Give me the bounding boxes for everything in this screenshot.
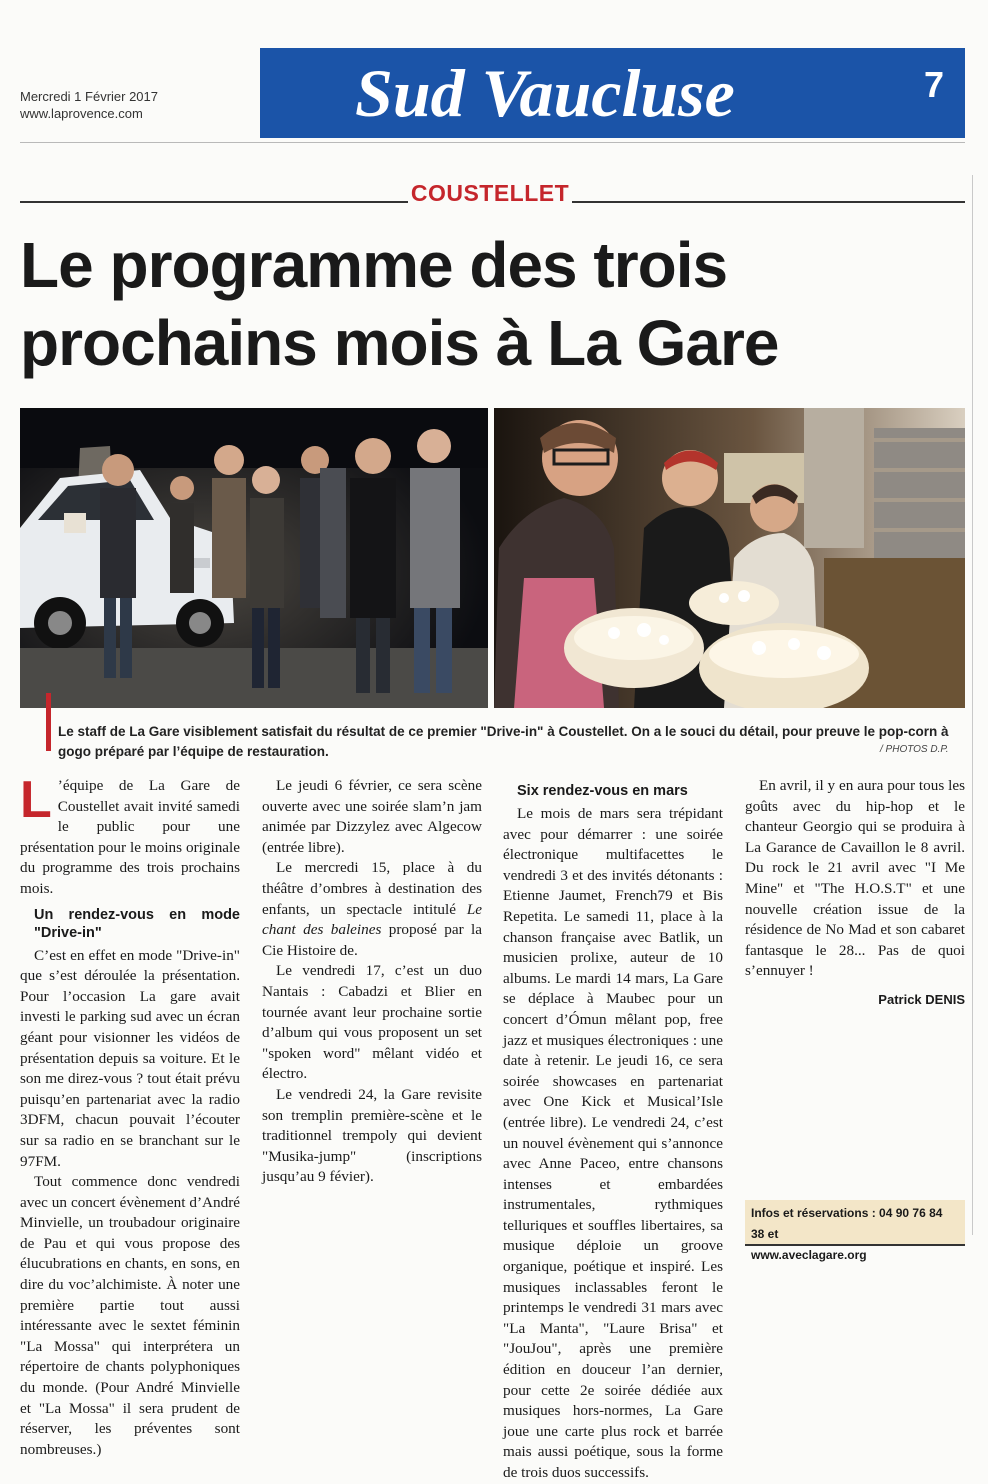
show-title: Le chant des baleines — [262, 900, 482, 939]
headline: Le programme des trois prochains mois à La Gare — [20, 229, 779, 379]
article-column-3 — [503, 776, 723, 1484]
subhead-drive-in: Un rendez-vous en mode "Drive-in" — [34, 906, 240, 941]
photo-credit: / PHOTOS D.P. — [880, 744, 949, 755]
article-paragraph: Le mois de mars sera trépidant avec pour démarrer : une soirée électronique multifacettes le vendredi 3 et des invités détonants : Etienne Jaumet, French79 et Bis Repetita. Le samedi 11, place à la chanson française avec Batlik, un musicien prolixe, auteur de 10 albums. Le mardi 14 mars, La Gare se déplace à Maubec pour un concert d’Ómun mêlant pop, free jazz et musiques électroniques : une date à retenir. Le jeudi 16, ce sera soirée showcases en partenariat avec One Kick et Musical’Isle (entrée libre). Le vendredi 24, c’est un nouvel évènement qui s’annonce avec Anne Paceo, entre chansons intenses et embardées instrumentales, rythmiques telluriques et souffles libertaires, sa musique déploie un groove organique, poétique et inspiré. Les musiques inclassables feront le printemps le vendredi 31 mars avec "La Manta", "Laure Brisa" et "JouJou", après une première édition en douceur l’an dernier, pour cette 2e soirée dédiée aux musiques hors-normes, La Gare joue une carte plus rock et barrée mais aussi poétique, sous la forme de trois duos successifs. — [503, 805, 723, 1481]
drop-cap: L — [20, 771, 52, 829]
article-intro: L ’équipe de La Gare de Coustellet avait invité samedi le public pour une présentation pour le moins originale du programme des trois prochains mois. — [20, 771, 240, 897]
page-number: 7 — [924, 64, 945, 105]
article-paragraph: Le vendredi 17, c’est un duo Nantais : Cabadzi et Blier en tournée avant leur prochaine sortie d’album qui vous proposent un set "spoken word" mêlant vidéo et électro. — [262, 962, 482, 1083]
section-title: Sud Vaucluse — [355, 55, 735, 131]
info-box — [745, 1200, 965, 1262]
author-signature: Patrick DENIS — [878, 991, 965, 1007]
article-column-1 — [20, 771, 240, 1460]
article-paragraph: Le mercredi 15, place à du théâtre d’ombres à destination des enfants, un spectacle intitulé Le chant des baleines proposé par la Cie Histoire de. — [262, 859, 482, 959]
article-paragraph: Tout commence donc vendredi avec un concert évènement d’André Minvielle, un troubadour originaire de Pau et qui vous propose des élucubrations en chants, en sons, en dire du voc’alchimiste. À noter une première partie tout aussi intéressante avec le sextet féminin "La Mossa" qui interprétera un répertoire de chants polyphoniques du monde. (Pour André Minvielle et "La Mossa" il sera prudent de réserver, les préventes sont nombreuses.) — [20, 1173, 240, 1458]
info-reservations: Infos et réservations : 04 90 76 84 38 et — [751, 1206, 943, 1241]
article-column-2 — [262, 776, 482, 1188]
kicker-location: COUSTELLET — [410, 180, 570, 206]
article-column-4 — [745, 776, 965, 1011]
kicker-rule-right — [572, 201, 965, 203]
issue-date: Mercredi 1 Février 2017 — [20, 89, 158, 104]
photo-popcorn-team — [494, 408, 965, 708]
right-edge-rule — [972, 175, 973, 1235]
article-paragraph: Le jeudi 6 février, ce sera scène ouverte avec une soirée slam’n jam animée par Dizzylez avec Algecow (entrée libre). — [262, 777, 482, 856]
photo-drive-in-illustration — [20, 408, 488, 708]
info-website: www.aveclagare.org — [751, 1248, 867, 1262]
photo-caption: Le staff de La Gare visiblement satisfait du résultat de ce premier "Drive-in" à Coustellet. On a le souci du détail, pour preuve le pop-corn à gogo préparé par l’équipe de restauration. — [58, 724, 949, 759]
article-paragraph: Le vendredi 24, la Gare revisite son tremplin première-scène et le traditionnel trempoly qui devient "Musika-jump" (inscriptions jusqu’au 9 févier). — [262, 1085, 482, 1186]
article-paragraph: En avril, il y en aura pour tous les goûts avec du hip-hop et le chanteur Georgio qui se produira à La Garance de Cavaillon le 8 avril. Du rock le 21 avril avec "I Me Mine" et "The H.O.S.T" et une nouvelle création issue de la résidence de No Mad et son cabaret fantasque le 28... Pas de quoi s’ennuyer ! — [745, 777, 965, 980]
caption-accent-bar — [46, 693, 51, 751]
website-url: www.laprovence.com — [20, 106, 143, 121]
kicker-rule-left — [20, 201, 408, 203]
issue-date-block — [20, 88, 158, 122]
subhead-mars: Six rendez-vous en mars — [517, 783, 688, 799]
header-divider — [20, 142, 965, 143]
photo-drive-in-staff — [20, 408, 488, 708]
photo-popcorn-illustration — [494, 408, 965, 708]
article-paragraph: C’est en effet en mode "Drive-in" que s’est déroulée la présentation. Pour l’occasion La gare avait investi le parking sud avec un écran géant pour visionner les vidéos de présentation depuis sa voiture. Et le son me direz-vous ? tout était prévu puisqu’en partenariat avec la radio 3DFM, chacun pouvait l’écouter sur sa radio en se branchant sur le 97FM. — [20, 946, 240, 1170]
